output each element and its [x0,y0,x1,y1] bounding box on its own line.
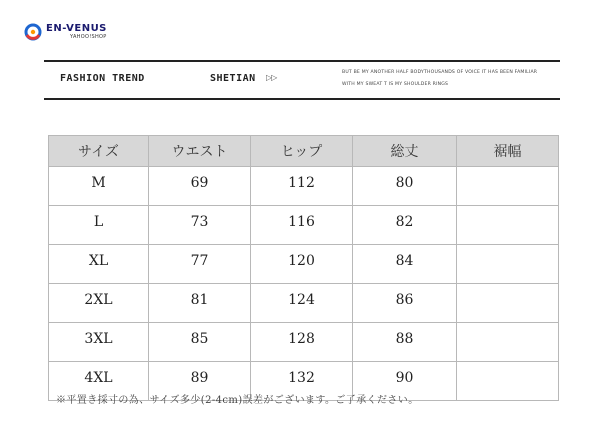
banner-slogan-line-1: BUT BE MY ANOTHER HALF BODYTHOUSANDS OF VOICE IT HAS BEEN FAMILIAR [342,70,538,75]
fashion-banner [44,60,560,100]
hip-cell: 132 [251,362,353,401]
waist-cell: 77 [149,245,251,284]
size-cell: XL [49,245,149,284]
hem-width-cell [457,284,559,323]
hip-cell: 124 [251,284,353,323]
header-waist: ウエスト [149,136,251,167]
length-cell: 88 [353,323,457,362]
measurement-note: ※平置き採寸の為、サイズ多少(2-4cm)誤差がございます。ご了承ください。 [56,395,419,406]
banner-slogan-line-2: WITH MY SWEAT T IS MY SHOULDER RINGS [342,82,449,87]
length-cell: 84 [353,245,457,284]
banner-bottom-rule [44,98,560,100]
size-chart-table [48,135,559,401]
table-row [49,323,559,362]
double-play-icon: ▷▷ [266,73,277,82]
waist-cell: 81 [149,284,251,323]
shop-logo [24,22,144,44]
hip-cell: 116 [251,206,353,245]
size-cell: M [49,167,149,206]
fashion-trend-title: FASHION TREND [60,73,145,84]
length-cell: 90 [353,362,457,401]
table-row [49,284,559,323]
table-row [49,206,559,245]
waist-cell: 73 [149,206,251,245]
hip-cell: 112 [251,167,353,206]
logo-sub-text: YAHOO!SHOP [70,34,107,40]
length-cell: 80 [353,167,457,206]
header-hem-width: 裾幅 [457,136,559,167]
hem-width-cell [457,362,559,401]
size-cell: 2XL [49,284,149,323]
hem-width-cell [457,245,559,284]
header-size: サイズ [49,136,149,167]
waist-cell: 69 [149,167,251,206]
banner-top-rule [44,60,560,62]
waist-cell: 89 [149,362,251,401]
header-length: 総丈 [353,136,457,167]
logo-brand-text: EN-VENUS [46,23,107,34]
hem-width-cell [457,167,559,206]
size-cell: 4XL [49,362,149,401]
length-cell: 86 [353,284,457,323]
size-chart-header-row [49,136,559,167]
header-hip: ヒップ [251,136,353,167]
length-cell: 82 [353,206,457,245]
hem-width-cell [457,323,559,362]
table-row [49,245,559,284]
size-cell: L [49,206,149,245]
shetian-title: SHETIAN [210,73,256,84]
table-row [49,167,559,206]
hem-width-cell [457,206,559,245]
logo-swirl-icon [24,23,42,41]
hip-cell: 128 [251,323,353,362]
hip-cell: 120 [251,245,353,284]
size-cell: 3XL [49,323,149,362]
waist-cell: 85 [149,323,251,362]
